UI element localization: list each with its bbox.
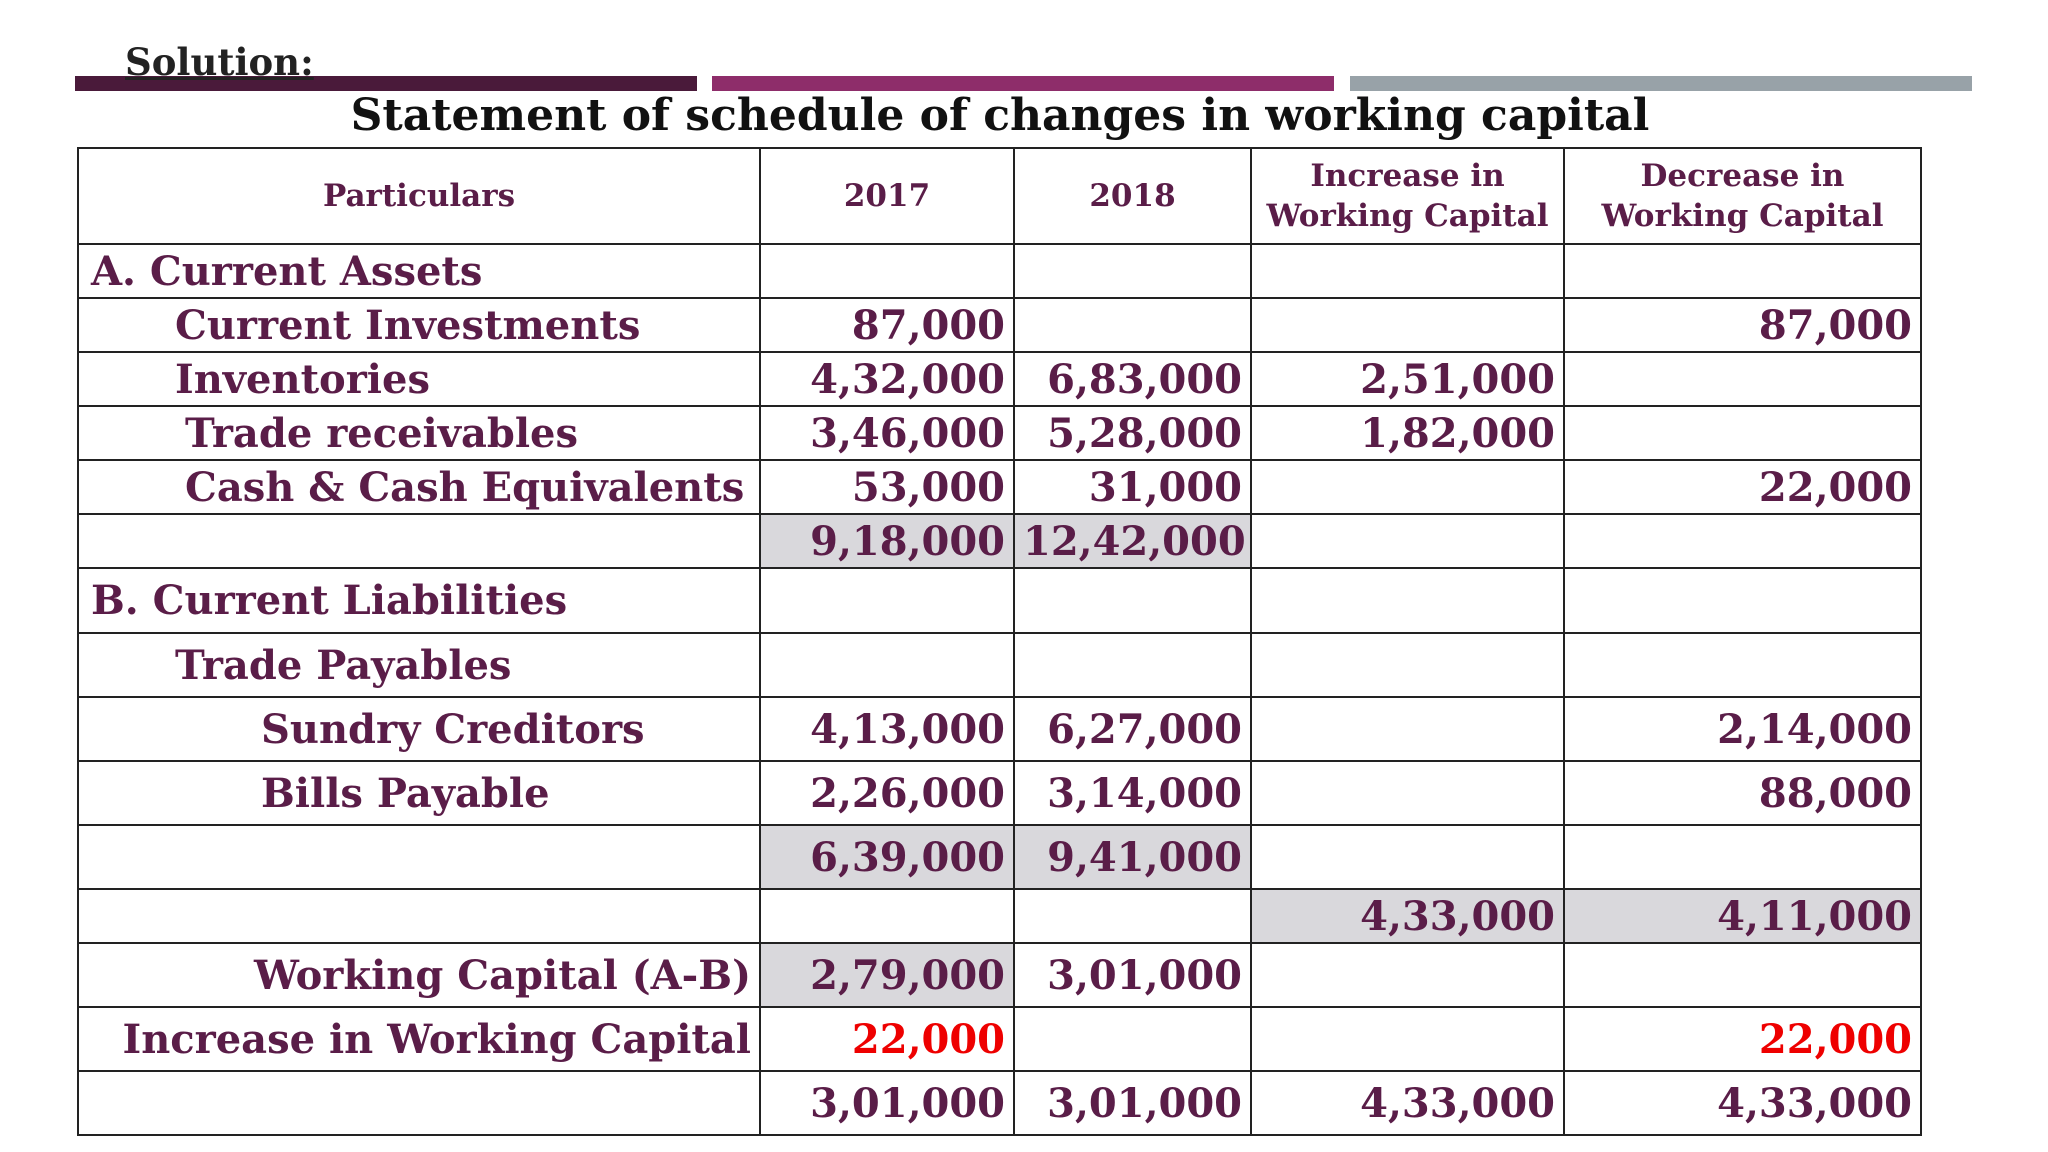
- table-row: [78, 1007, 1921, 1071]
- cell-particulars: Working Capital (A-B): [78, 943, 760, 1007]
- grand-total-increase: 4,33,000: [1251, 1071, 1564, 1135]
- table-row: [78, 298, 1921, 352]
- grand-total-2017: 3,01,000: [760, 1071, 1014, 1135]
- cell-2018: 6,83,000: [1014, 352, 1251, 406]
- cell-increase: [1251, 514, 1564, 568]
- cell-particulars: Increase in Working Capital: [78, 1007, 760, 1071]
- table-row: [78, 244, 1921, 298]
- cell-2018: 31,000: [1014, 460, 1251, 514]
- cell-2018: [1014, 298, 1251, 352]
- header-decrease: Decrease in Working Capital: [1564, 148, 1921, 244]
- cell-particulars: Trade Payables: [78, 633, 760, 697]
- cell-2017: 4,32,000: [760, 352, 1014, 406]
- cell-2017: 87,000: [760, 298, 1014, 352]
- cell-increase: [1251, 633, 1564, 697]
- cell-2018: [1014, 244, 1251, 298]
- cell-particulars: Current Investments: [78, 298, 760, 352]
- solution-label: Solution:: [125, 40, 314, 84]
- cell-increase: 2,51,000: [1251, 352, 1564, 406]
- cell-decrease: 87,000: [1564, 298, 1921, 352]
- increase-wc-2017: 22,000: [760, 1007, 1014, 1071]
- table-row: [78, 697, 1921, 761]
- cell-decrease: [1564, 244, 1921, 298]
- cell-increase: [1251, 761, 1564, 825]
- table-row: [78, 761, 1921, 825]
- working-capital-table: [77, 147, 1922, 1136]
- cell-increase: 1,82,000: [1251, 406, 1564, 460]
- cell-decrease: [1564, 943, 1921, 1007]
- cell-2018: [1014, 1007, 1251, 1071]
- table-row: [78, 825, 1921, 889]
- subtotal-liabilities-2017: 6,39,000: [760, 825, 1014, 889]
- grand-total-decrease: 4,33,000: [1564, 1071, 1921, 1135]
- cell-2017: 53,000: [760, 460, 1014, 514]
- cell-decrease: [1564, 568, 1921, 633]
- cell-2017: 3,46,000: [760, 406, 1014, 460]
- table-row: [78, 514, 1921, 568]
- cell-particulars: [78, 1071, 760, 1135]
- cell-2017: [760, 244, 1014, 298]
- cell-increase: [1251, 568, 1564, 633]
- subtotal-liabilities-2018: 9,41,000: [1014, 825, 1251, 889]
- subtotal-assets-2017: 9,18,000: [760, 514, 1014, 568]
- table-row: [78, 633, 1921, 697]
- cell-particulars: [78, 825, 760, 889]
- cell-increase: [1251, 298, 1564, 352]
- cell-particulars: Trade receivables: [78, 406, 760, 460]
- cell-2018: 5,28,000: [1014, 406, 1251, 460]
- cell-decrease: [1564, 825, 1921, 889]
- table-row: [78, 460, 1921, 514]
- cell-2018: [1014, 568, 1251, 633]
- cell-particulars: B. Current Liabilities: [78, 568, 760, 633]
- cell-decrease: 22,000: [1564, 460, 1921, 514]
- table-row: [78, 1071, 1921, 1135]
- cell-2018: [1014, 889, 1251, 943]
- cell-increase: [1251, 460, 1564, 514]
- cell-2017: 4,13,000: [760, 697, 1014, 761]
- header-particulars: Particulars: [78, 148, 760, 244]
- increase-wc-decrease-col: 22,000: [1564, 1007, 1921, 1071]
- total-increase: 4,33,000: [1251, 889, 1564, 943]
- cell-increase: [1251, 697, 1564, 761]
- header-2017: 2017: [760, 148, 1014, 244]
- cell-decrease: [1564, 406, 1921, 460]
- total-decrease: 4,11,000: [1564, 889, 1921, 943]
- cell-particulars: Sundry Creditors: [78, 697, 760, 761]
- cell-decrease: 2,14,000: [1564, 697, 1921, 761]
- cell-particulars: A. Current Assets: [78, 244, 760, 298]
- grand-total-2018: 3,01,000: [1014, 1071, 1251, 1135]
- cell-increase: [1251, 244, 1564, 298]
- cell-2017: [760, 633, 1014, 697]
- cell-particulars: Cash & Cash Equivalents: [78, 460, 760, 514]
- cell-increase: [1251, 1007, 1564, 1071]
- cell-2017: 2,26,000: [760, 761, 1014, 825]
- subtotal-assets-2018: 12,42,000: [1014, 514, 1251, 568]
- header-2018: 2018: [1014, 148, 1251, 244]
- cell-particulars: Inventories: [78, 352, 760, 406]
- cell-2018: [1014, 633, 1251, 697]
- cell-decrease: 88,000: [1564, 761, 1921, 825]
- cell-increase: [1251, 943, 1564, 1007]
- working-capital-2017: 2,79,000: [760, 943, 1014, 1007]
- table-row: [78, 406, 1921, 460]
- table-row: [78, 889, 1921, 943]
- cell-decrease: [1564, 633, 1921, 697]
- table-row: [78, 943, 1921, 1007]
- header-increase: Increase in Working Capital: [1251, 148, 1564, 244]
- cell-decrease: [1564, 514, 1921, 568]
- cell-particulars: [78, 514, 760, 568]
- cell-decrease: [1564, 352, 1921, 406]
- cell-particulars: [78, 889, 760, 943]
- cell-2018: 6,27,000: [1014, 697, 1251, 761]
- table-row: [78, 568, 1921, 633]
- cell-2017: [760, 889, 1014, 943]
- working-capital-2018: 3,01,000: [1014, 943, 1251, 1007]
- cell-2017: [760, 568, 1014, 633]
- table-header-row: [78, 148, 1921, 244]
- cell-particulars: Bills Payable: [78, 761, 760, 825]
- table-row: [78, 352, 1921, 406]
- page-title: Statement of schedule of changes in working capital: [350, 90, 1650, 141]
- cell-2018: 3,14,000: [1014, 761, 1251, 825]
- cell-increase: [1251, 825, 1564, 889]
